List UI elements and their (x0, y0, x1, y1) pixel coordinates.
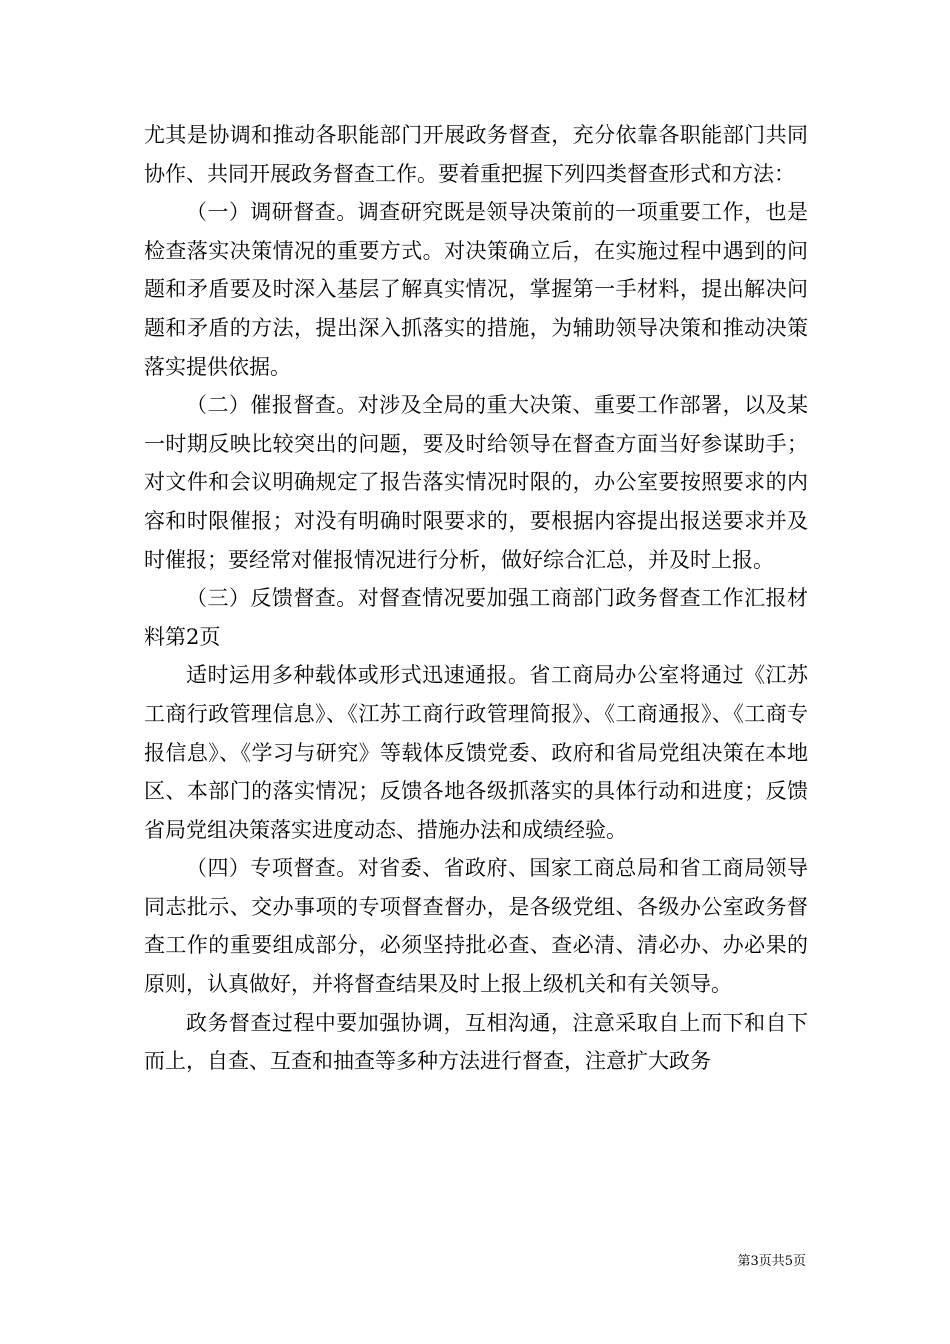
document-body (144, 116, 808, 1081)
paragraph-intro: 尤其是协调和推动各职能部门开展政务督查，充分依靠各职能部门共同协作、共同开展政务督查工作。要着重把握下列四类督查形式和方法： (144, 123, 808, 186)
paragraph-feedback-supervision: （三）反馈督查。对督查情况要加强工商部门政务督查工作汇报材料第2页 (144, 586, 808, 649)
paragraph-special-supervision: （四）专项督查。对省委、省政府、国家工商总局和省工商局领导同志批示、交办事项的专项督查督办，是各级党组、各级办公室政务督查工作的重要组成部分，必须坚持批必查、查必清、清必办、办必果的原则，认真做好，并将督查结果及时上报上级机关和有关领导。 (144, 856, 808, 997)
paragraph-feedback-continued: 适时运用多种载体或形式迅速通报。省工商局办公室将通过《江苏工商行政管理信息》、《江苏工商行政管理简报》、《工商通报》、《工商专报信息》、《学习与研究》等载体反馈党委、政府和省局党组决策在本地区、本部门的落实情况；反馈各地各级抓落实的具体行动和进度；反馈省局党组决策落实进度动态、措施办法和成绩经验。 (144, 663, 808, 842)
page-number-footer: 第3页共5页 (737, 1254, 806, 1269)
paragraph-research-supervision: （一）调研督查。调查研究既是领导决策前的一项重要工作，也是检查落实决策情况的重要方式。对决策确立后，在实施过程中遇到的问题和矛盾要及时深入基层了解真实情况，掌握第一手材料，提出解决问题和矛盾的方法，提出深入抓落实的措施，为辅助领导决策和推动决策落实提供依据。 (144, 200, 808, 379)
paragraph-urging-supervision: （二）催报督查。对涉及全局的重大决策、重要工作部署，以及某一时期反映比较突出的问题，要及时给领导在督查方面当好参谋助手；对文件和会议明确规定了报告落实情况时限的，办公室要按照要求的内容和时限催报；对没有明确时限要求的，要根据内容提出报送要求并及时催报；要经常对催报情况进行分析，做好综合汇总，并及时上报。 (144, 393, 808, 572)
paragraph-coordination: 政务督查过程中要加强协调，互相沟通，注意采取自上而下和自下而上，自查、互查和抽查等多种方法进行督查，注意扩大政务 (144, 1010, 808, 1074)
